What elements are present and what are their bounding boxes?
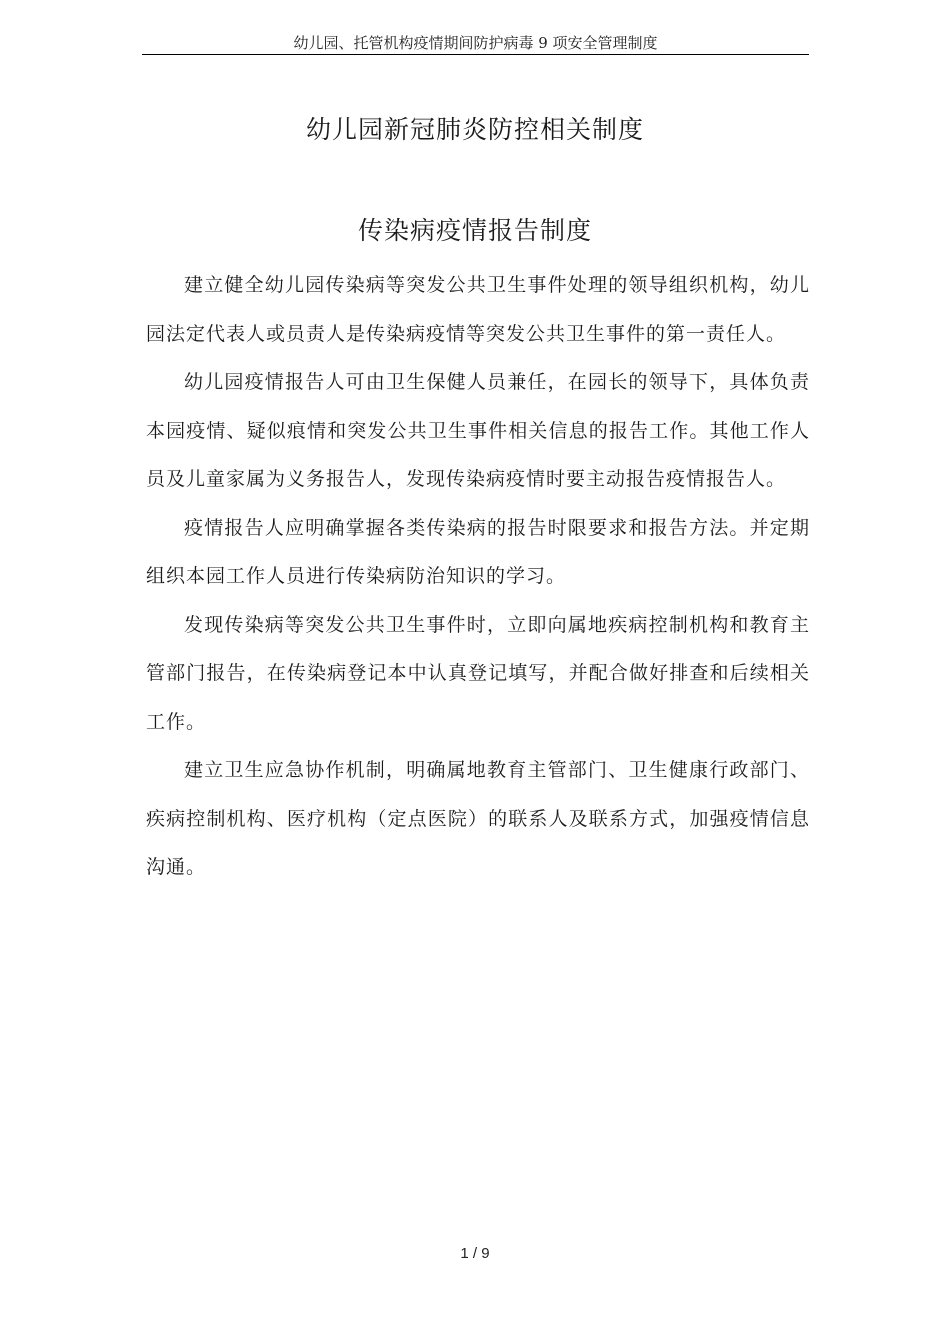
- paragraph: 建立健全幼儿园传染病等突发公共卫生事件处理的领导组织机构，幼儿园法定代表人或员责人是传染病疫情等突发公共卫生事件的第一责任人。: [146, 274, 810, 345]
- running-header: 幼儿园、托管机构疫情期间防护病毒 9 项安全管理制度: [142, 34, 809, 55]
- paragraph: 发现传染病等突发公共卫生事件时，立即向属地疾病控制机构和教育主管部门报告，在传染病登记本中认真登记填写，并配合做好排查和后续相关工作。: [146, 613, 810, 733]
- paragraph: 建立卫生应急协作机制，明确属地教育主管部门、卫生健康行政部门、疾病控制机构、医疗机构（定点医院）的联系人及联系方式，加强疫情信息沟通。: [146, 759, 810, 878]
- section-title: 传染病疫情报告制度: [357, 216, 592, 245]
- document-title: 幼儿园新冠肺炎防控相关制度: [305, 115, 644, 144]
- paragraph: 疫情报告人应明确掌握各类传染病的报告时限要求和报告方法。并定期组织本园工作人员进行传染病防治知识的学习。: [146, 516, 810, 587]
- page-number: 1 / 9: [460, 1245, 490, 1262]
- body-text: [146, 261, 810, 892]
- paragraph: 幼儿园疫情报告人可由卫生保健人员兼任，在园长的领导下，具体负责本园疫情、疑似痕情和突发公共卫生事件相关信息的报告工作。其他工作人员及儿童家属为义务报告人，发现传染病疫情时要主动报告疫情报告人。: [146, 371, 810, 490]
